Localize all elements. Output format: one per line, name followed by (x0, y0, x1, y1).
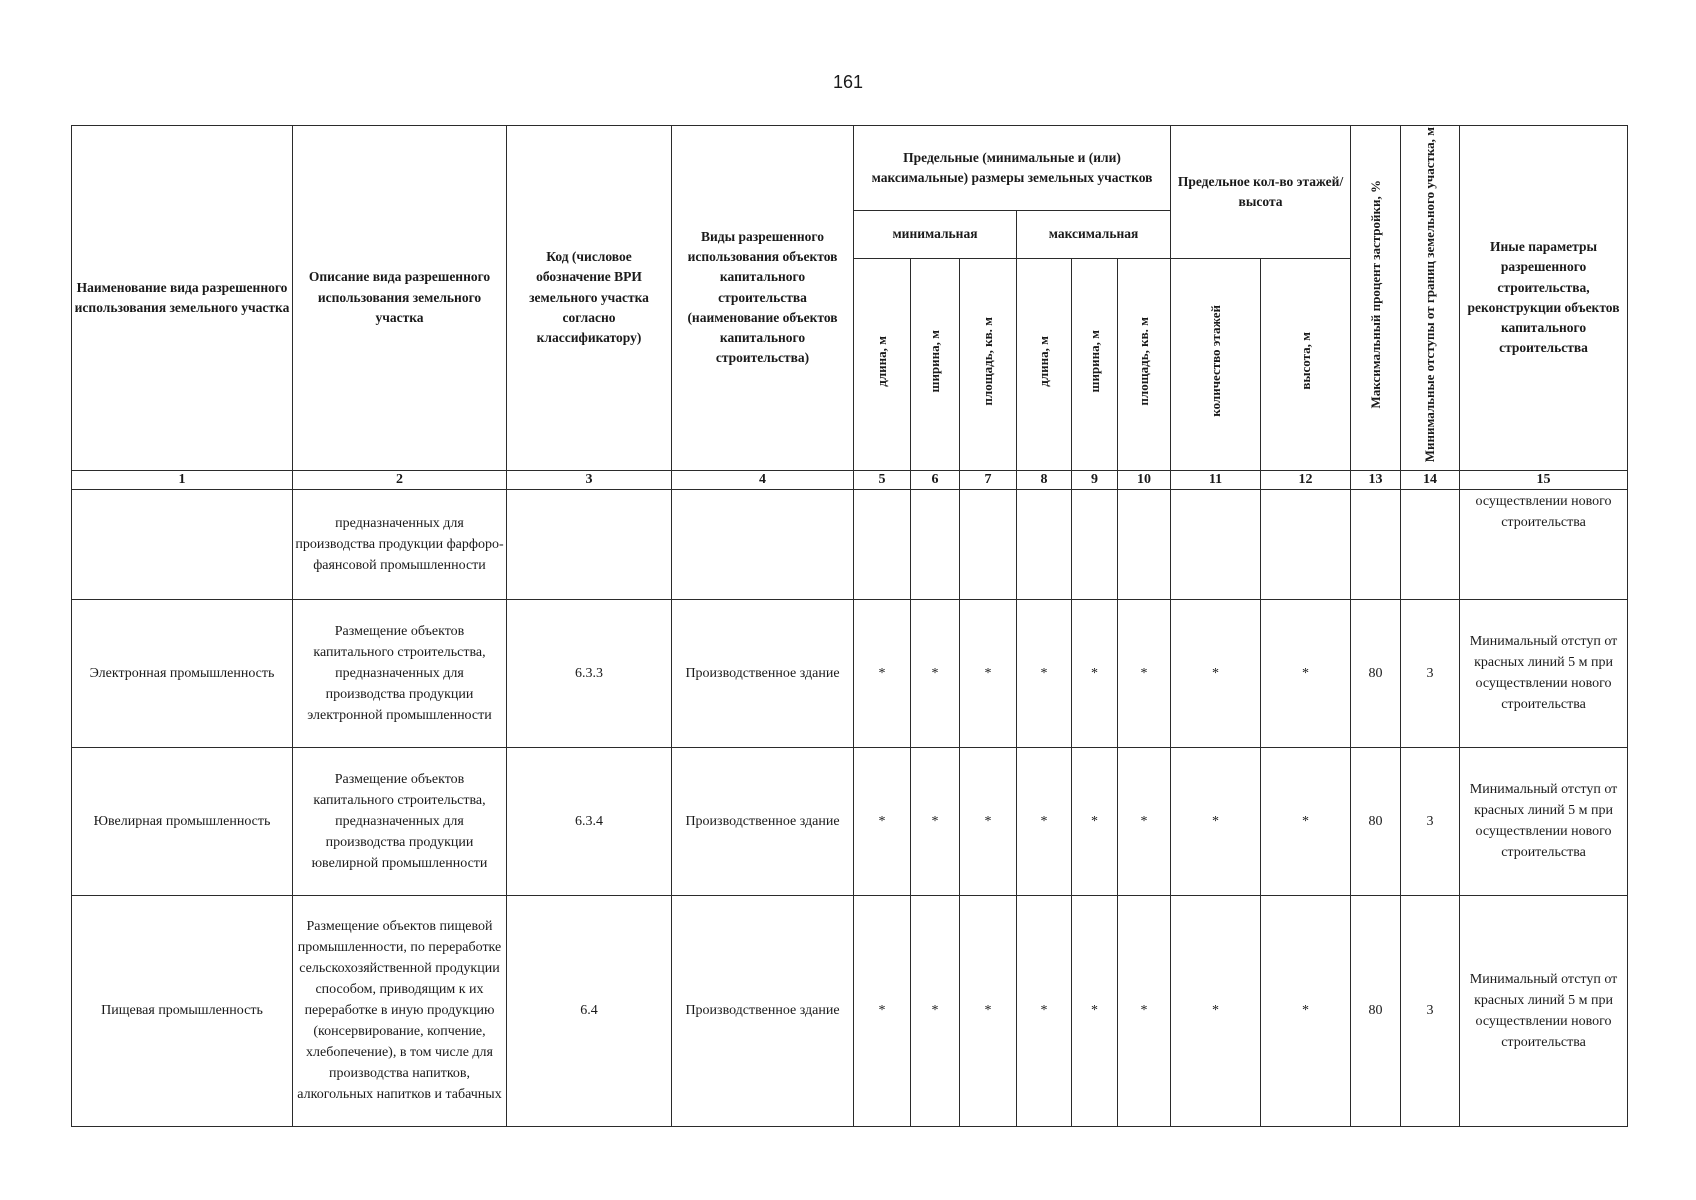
vri-description: Размещение объектов пищевой промышленности, по переработке сельскохозяйственной продукции способом, приводящим к их переработке в иную продукцию (консервирование, копчение, хлебопечение), в том числе для производства напитков, алкогольных напитков и табачных (293, 895, 507, 1126)
max-area: * (1118, 895, 1171, 1126)
page-number: 161 (832, 72, 864, 92)
column-number: 10 (1118, 470, 1171, 489)
height (1261, 489, 1351, 599)
min-offset: 3 (1401, 895, 1460, 1126)
header-minimum: минимальная (854, 211, 1017, 259)
vri-code: 6.3.4 (507, 747, 672, 895)
column-number: 5 (854, 470, 911, 489)
header-min-offsets-label: Минимальные отступы от границ земельного участка, м (1422, 127, 1438, 463)
header-min-offsets (1401, 126, 1460, 471)
header-min-length-label: длина, м (874, 335, 890, 387)
max-length: * (1017, 599, 1072, 747)
header-min-width (911, 259, 960, 471)
column-number: 9 (1072, 470, 1118, 489)
header-floors-height: Предельное кол-во этажей/высота (1171, 126, 1351, 259)
vri-code (507, 489, 672, 599)
table-row (72, 599, 1628, 747)
zoning-parameters-table (71, 125, 1628, 1127)
min-offset: 3 (1401, 599, 1460, 747)
max-width: * (1072, 895, 1118, 1126)
header-max-length (1017, 259, 1072, 471)
min-area (960, 489, 1017, 599)
min-width (911, 489, 960, 599)
height: * (1261, 895, 1351, 1126)
column-number: 12 (1261, 470, 1351, 489)
min-length: * (854, 747, 911, 895)
column-numbers-row (72, 470, 1628, 489)
column-number: 8 (1017, 470, 1072, 489)
header-vri-name: Наименование вида разрешенного использования земельного участка (72, 126, 293, 471)
header-vri-description: Описание вида разрешенного использования земельного участка (293, 126, 507, 471)
table-row (72, 895, 1628, 1126)
min-width: * (911, 895, 960, 1126)
header-max-width-label: ширина, м (1086, 329, 1102, 393)
max-percent: 80 (1351, 895, 1401, 1126)
vri-code: 6.4 (507, 895, 672, 1126)
header-min-area-label: площадь, кв. м (980, 316, 996, 406)
other-params: Минимальный отступ от красных линий 5 м при осуществлении нового строительства (1460, 747, 1628, 895)
header-other-params: Иные параметры разрешенного строительства, реконструкции объектов капитального строительства (1460, 126, 1628, 471)
column-number: 2 (293, 470, 507, 489)
header-max-percent (1351, 126, 1401, 471)
table-row (72, 489, 1628, 599)
other-params: осуществлении нового строительства (1460, 489, 1628, 599)
min-offset (1401, 489, 1460, 599)
header-max-length-label: длина, м (1036, 335, 1052, 387)
header-min-area (960, 259, 1017, 471)
min-length: * (854, 599, 911, 747)
header-max-area (1118, 259, 1171, 471)
max-percent (1351, 489, 1401, 599)
max-width (1072, 489, 1118, 599)
max-area (1118, 489, 1171, 599)
floors-count: * (1171, 599, 1261, 747)
vri-code: 6.3.3 (507, 599, 672, 747)
other-params: Минимальный отступ от красных линий 5 м при осуществлении нового строительства (1460, 895, 1628, 1126)
header-height-label: высота, м (1297, 332, 1313, 390)
floors-count: * (1171, 895, 1261, 1126)
max-length: * (1017, 895, 1072, 1126)
max-area: * (1118, 747, 1171, 895)
vri-name: Ювелирная промышленность (72, 747, 293, 895)
header-oks-types: Виды разрешенного использования объектов капитального строительства (наименование объектов капитального строительства) (672, 126, 854, 471)
vri-description: предназначенных для производства продукции фарфоро-фаянсовой промышленности (293, 489, 507, 599)
other-params: Минимальный отступ от красных линий 5 м при осуществлении нового строительства (1460, 599, 1628, 747)
header-floors-count (1171, 259, 1261, 471)
header-min-length (854, 259, 911, 471)
max-area: * (1118, 599, 1171, 747)
vri-name (72, 489, 293, 599)
vri-description: Размещение объектов капитального строительства, предназначенных для производства продукции ювелирной промышленности (293, 747, 507, 895)
oks-types: Производственное здание (672, 895, 854, 1126)
height: * (1261, 747, 1351, 895)
column-number: 6 (911, 470, 960, 489)
column-number: 7 (960, 470, 1017, 489)
header-floors-count-label: количество этажей (1207, 305, 1223, 417)
max-length (1017, 489, 1072, 599)
table-row (72, 747, 1628, 895)
min-width: * (911, 747, 960, 895)
header-min-width-label: ширина, м (927, 329, 943, 393)
oks-types: Производственное здание (672, 599, 854, 747)
vri-name: Пищевая промышленность (72, 895, 293, 1126)
column-number: 15 (1460, 470, 1628, 489)
header-plot-sizes: Предельные (минимальные и (или) максимальные) размеры земельных участков (854, 126, 1171, 211)
min-area: * (960, 895, 1017, 1126)
header-height (1261, 259, 1351, 471)
header-maximum: максимальная (1017, 211, 1171, 259)
min-offset: 3 (1401, 747, 1460, 895)
min-area: * (960, 599, 1017, 747)
min-area: * (960, 747, 1017, 895)
min-length: * (854, 895, 911, 1126)
min-length (854, 489, 911, 599)
column-number: 3 (507, 470, 672, 489)
column-number: 13 (1351, 470, 1401, 489)
oks-types (672, 489, 854, 599)
header-max-area-label: площадь, кв. м (1136, 316, 1152, 406)
column-number: 4 (672, 470, 854, 489)
max-width: * (1072, 599, 1118, 747)
vri-description: Размещение объектов капитального строительства, предназначенных для производства продукции электронной промышленности (293, 599, 507, 747)
header-max-percent-label: Максимальный процент застройки, % (1367, 180, 1383, 409)
column-number: 1 (72, 470, 293, 489)
max-percent: 80 (1351, 599, 1401, 747)
header-vri-code: Код (числовое обозначение ВРИ земельного участка согласно классификатору) (507, 126, 672, 471)
oks-types: Производственное здание (672, 747, 854, 895)
height: * (1261, 599, 1351, 747)
max-length: * (1017, 747, 1072, 895)
max-percent: 80 (1351, 747, 1401, 895)
column-number: 14 (1401, 470, 1460, 489)
column-number: 11 (1171, 470, 1261, 489)
header-max-width (1072, 259, 1118, 471)
min-width: * (911, 599, 960, 747)
max-width: * (1072, 747, 1118, 895)
vri-name: Электронная промышленность (72, 599, 293, 747)
floors-count (1171, 489, 1261, 599)
floors-count: * (1171, 747, 1261, 895)
